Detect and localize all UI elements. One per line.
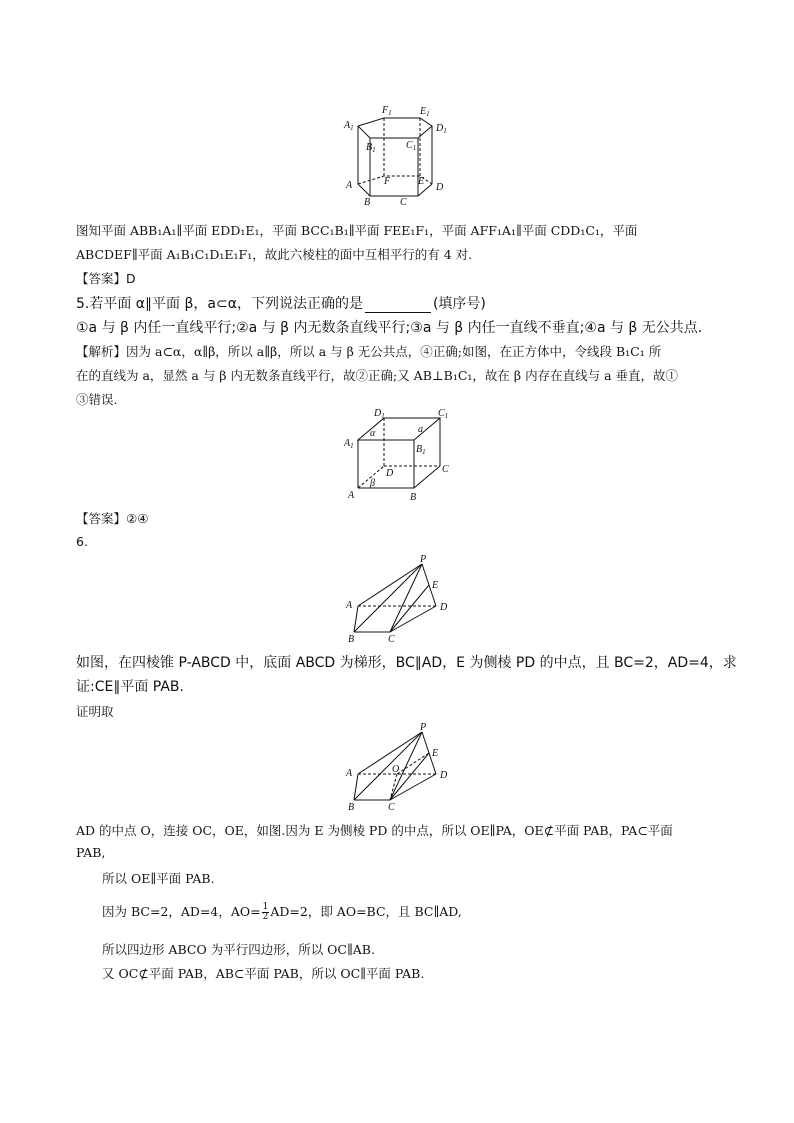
label-P: P (420, 722, 427, 733)
label-B1: $B_1$ (416, 444, 426, 456)
label-D1: $D_1$ (436, 123, 447, 135)
label-F: F (384, 176, 391, 187)
label-A: A (346, 768, 353, 779)
q6-proof-line2: PAB, (76, 845, 106, 860)
q6-stem-line1: 如图，在四棱锥 P-ABCD 中，底面 ABCD 为梯形，BC∥AD，E 为侧棱 PD 的中点，且 BC=2，AD=4，求 (76, 655, 737, 671)
label-B: B (348, 802, 355, 813)
answer-value: ②④ (126, 511, 149, 526)
q5-fill-hint: (填序号) (432, 296, 486, 312)
analysis-tag: 【解析】 (76, 344, 127, 359)
label-B: B (410, 492, 417, 503)
q6-stem-line2: 证:CE∥平面 PAB. (76, 679, 184, 695)
label-P: P (420, 554, 427, 565)
label-A1: $A_1$ (344, 120, 354, 132)
label-A: A (346, 600, 353, 611)
answer-value: D (126, 271, 136, 286)
hexagonal-prism-figure (340, 104, 460, 209)
label-alpha: α (370, 428, 376, 439)
cube-figure (340, 406, 460, 506)
q5-answer (76, 509, 148, 527)
label-C1: $C_1$ (438, 408, 449, 420)
analysis-text: 因为 a⊂α，α∥β，所以 a∥β，所以 a 与 β 无公共点，④正确;如图，在正方体中，令线段 B₁C₁ 所 (126, 344, 662, 359)
q6-proof-line1: AD 的中点 O，连接 OC，OE，如图.因为 E 为侧棱 PD 的中点，所以 OE∥PA，OE⊄平面 PAB，PA⊂平面 (76, 823, 673, 838)
label-C: C (400, 197, 407, 208)
label-a: a (418, 424, 423, 435)
label-B: B (348, 634, 355, 645)
q5-stem-text: 5.若平面 α∥平面 β，a⊂α，下列说法正确的是 (76, 296, 363, 312)
q6-proof-line6: 又 OC⊄平面 PAB，AB⊂平面 PAB，所以 OC∥平面 PAB. (102, 966, 425, 981)
q6-number: 6. (76, 534, 88, 549)
label-B1: $B_1$ (366, 142, 376, 154)
label-D: D (440, 770, 448, 781)
label-D: D (436, 182, 444, 193)
label-C: C (388, 634, 395, 645)
label-E: E (432, 748, 439, 759)
q5-options: ①a 与 β 内任一直线平行;②a 与 β 内无数条直线平行;③a 与 β 内任一直线不垂直;④a 与 β 无公共点. (76, 320, 703, 336)
proof-text: 因为 BC=2，AD=4，AO= (102, 904, 261, 919)
label-C: C (388, 802, 395, 813)
label-D1: $D_1$ (374, 408, 385, 420)
label-A: A (346, 180, 353, 191)
q6-proof-tag: 证明取 (76, 704, 114, 719)
q5-analysis-line2: 在的直线为 a，显然 a 与 β 内无数条直线平行，故②正确;又 AB⊥B₁C₁，故在 β 内存在直线与 a 垂直，故① (76, 368, 678, 383)
label-A1: $A_1$ (344, 438, 354, 450)
q5-analysis-line3: ③错误. (76, 392, 118, 407)
q4-analysis-line1: 图知平面 ABB₁A₁∥平面 EDD₁E₁，平面 BCC₁B₁∥平面 FEE₁F₁，平面 AFF₁A₁∥平面 CDD₁C₁，平面 (76, 223, 638, 238)
label-O: O (392, 764, 400, 775)
fraction-one-half: $\frac{1}{2}$ (262, 902, 269, 922)
q5-stem (76, 293, 486, 313)
label-E: E (418, 176, 425, 187)
label-C1: $C_1$ (406, 140, 417, 152)
q5-answer-blank (365, 300, 431, 313)
pyramid-with-midpoint-figure (340, 722, 460, 814)
answer-tag: 【答案】 (76, 271, 127, 286)
q6-proof-line3: 所以 OE∥平面 PAB. (102, 871, 215, 886)
pyramid-figure (340, 552, 460, 646)
label-C: C (442, 464, 449, 475)
q5-analysis-line1 (76, 342, 661, 360)
label-E1: $E_1$ (420, 106, 430, 118)
label-A: A (348, 490, 355, 501)
label-D: D (386, 468, 394, 479)
proof-text: AD=2，即 AO=BC，且 BC∥AD, (270, 904, 462, 919)
label-E: E (432, 580, 439, 591)
q4-answer (76, 269, 136, 287)
q4-analysis-line2: ABCDEF∥平面 A₁B₁C₁D₁E₁F₁，故此六棱柱的面中互相平行的有 4 对. (76, 247, 473, 262)
label-beta: β (370, 478, 375, 489)
label-B: B (364, 197, 371, 208)
q6-proof-line4 (102, 902, 462, 922)
label-F1: $F_1$ (382, 105, 392, 117)
label-D: D (440, 602, 448, 613)
q6-proof-line5: 所以四边形 ABCO 为平行四边形，所以 OC∥AB. (102, 942, 375, 957)
answer-tag: 【答案】 (76, 511, 127, 526)
